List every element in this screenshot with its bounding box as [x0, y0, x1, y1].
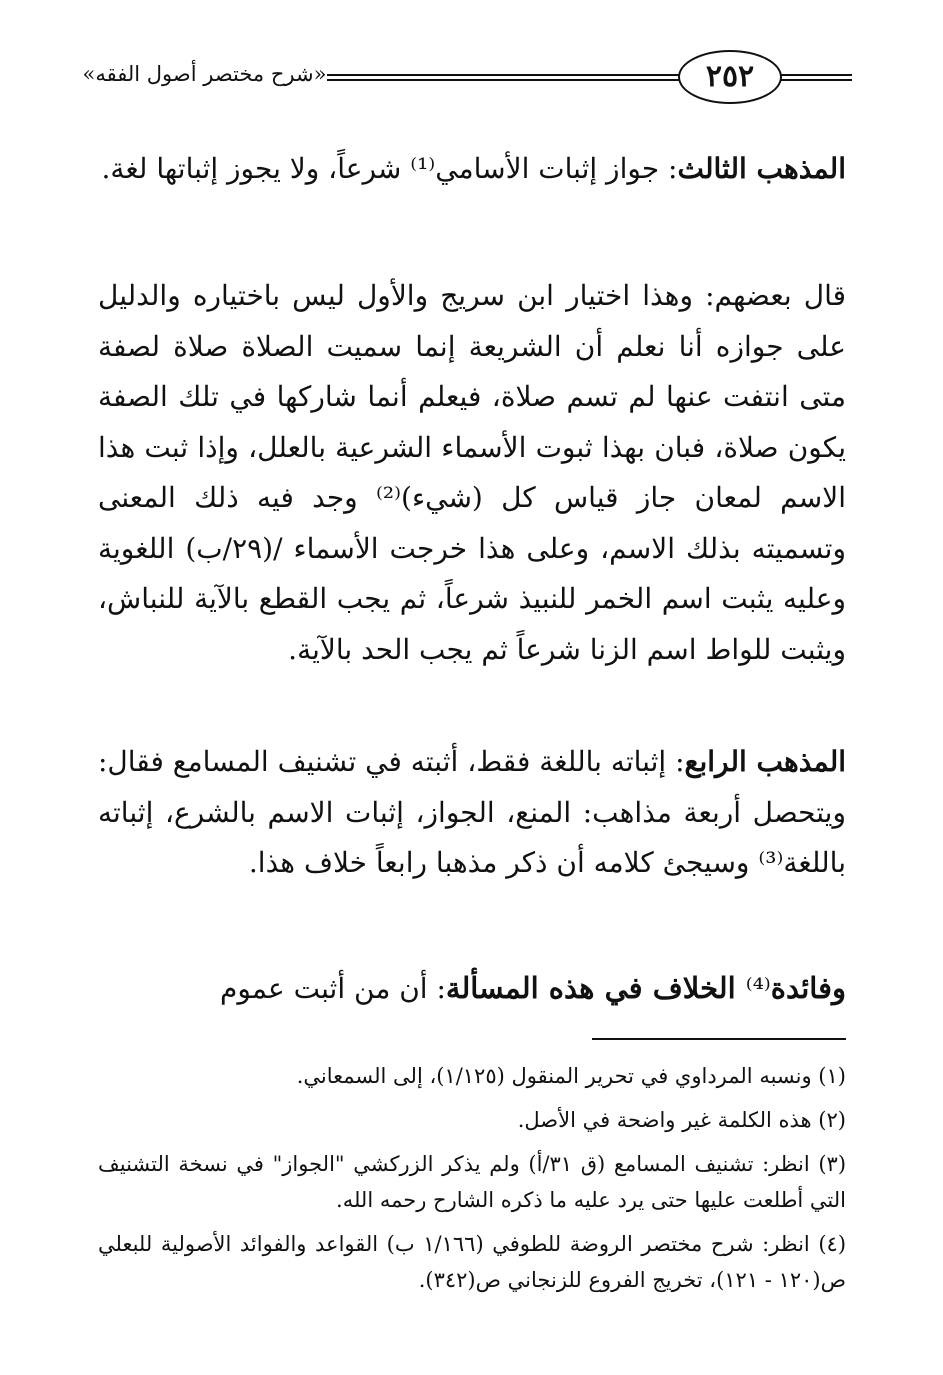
paragraph-quote: [98, 271, 846, 675]
footnotes: [98, 1058, 846, 1306]
page-header: [82, 50, 852, 106]
footnote-1: (١) ونسبه المرداوي في تحرير المنقول (١/١٢٥)، إلى السمعاني.: [296, 1064, 846, 1088]
footnote-3: (٣) انظر: تشنيف المسامع (ق ٣١/أ) ولم يذكر الزركشي "الجواز" في نسخة التشنيف التي أطلعت عليها حتى يرد عليه ما ذكره الشارح رحمه الله.: [98, 1152, 847, 1212]
paragraph-benefit: [98, 963, 846, 1015]
paragraph-text: قال بعضهم: وهذا اختيار ابن سريج والأول ليس باختياره والدليل على جوازه أنا نعلم أن الشريعة إنما سميت الصلاة صلاة لصفة متى انتفت عنها لم تسم صلاة، فيعلم أنما شاركها في تلك الصفة يكون صلاة، فبان بهذا ثبوت الأسماء الشرعية بالعلل، وإذا ثبت هذا الاسم لمعان جاز قياس كل (شيء)⁽²⁾ وجد فيه ذلك المعنى وتسميته بذلك الاسم، وعلى هذا خرجت الأسماء /(٢٩/ب) اللغوية وعليه يثبت اسم الخمر للنبيذ شرعاً، ثم يجب القطع بالآية للنباش، ويثبت للواط اسم الزنا شرعاً ثم يجب الحد بالآية.: [98, 279, 847, 666]
heading-fourth-school: المذهب الرابع: [684, 745, 846, 778]
footnote-marker: ⁽⁴⁾: [745, 972, 771, 1005]
heading-third-school: المذهب الثالث: [677, 152, 846, 185]
heading-benefit-b: الخلاف في هذه المسألة: [445, 971, 746, 1005]
running-title: «شرح مختصر أصول الفقه»: [82, 62, 327, 86]
paragraph-fourth-school: [98, 737, 846, 889]
page-number: ٢٥٢: [705, 59, 755, 94]
page-number-oval: [678, 50, 782, 104]
footnote-2: (٢) هذه الكلمة غير واضحة في الأصل.: [517, 1108, 846, 1132]
footnote-divider: [592, 1038, 846, 1040]
paragraph-text: : إثباته باللغة فقط، أثبته في تشنيف المسامع فقال: ويتحصل أربعة مذاهب: المنع، الجواز، إثبات الاسم بالشرع، إثباته باللغة⁽³⁾ وسيجئ كلامه أن ذكر مذهبا رابعاً خلاف هذا.: [98, 745, 846, 879]
paragraph-third-school: [98, 144, 846, 195]
paragraph-text: : جواز إثبات الأسامي⁽¹⁾ شرعاً، ولا يجوز إثباتها لغة.: [101, 152, 678, 185]
paragraph-text: : أن من أثبت عموم: [220, 972, 446, 1005]
heading-benefit-a: وفائدة: [770, 971, 846, 1005]
footnote-4: (٤) انظر: شرح مختصر الروضة للطوفي (١/١٦٦ ب) القواعد والفوائد الأصولية للبعلي ص(١٢٠ - ١٢١)، تخريج الفروع للزنجاني ص(٣٤٢).: [98, 1232, 847, 1292]
